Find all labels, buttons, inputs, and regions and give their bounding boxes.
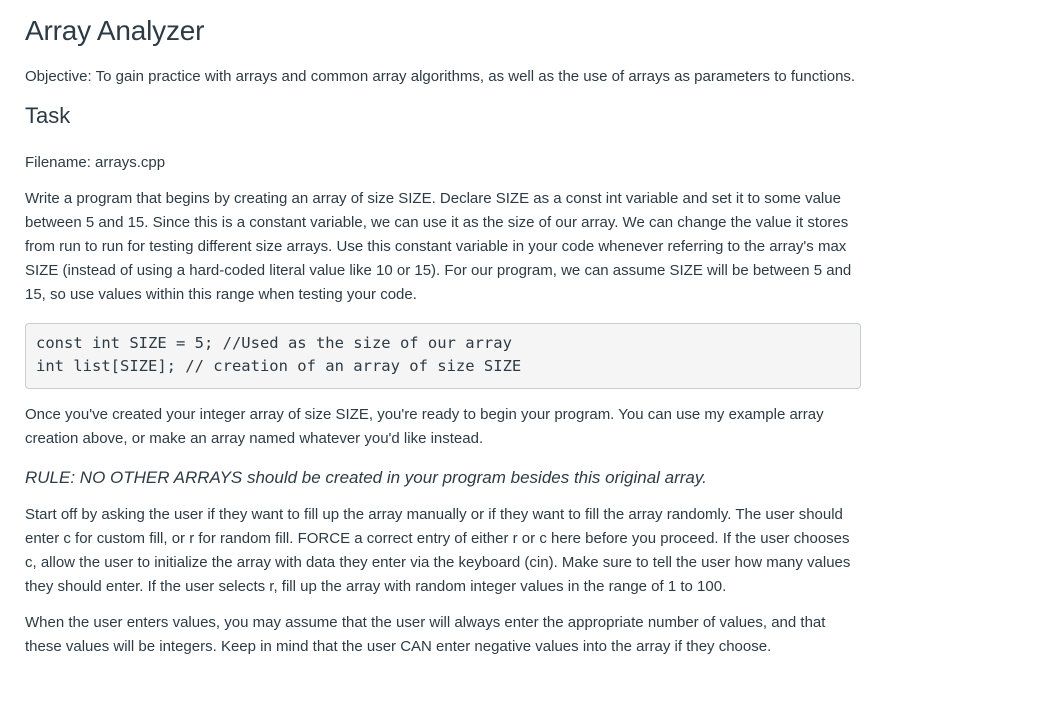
assignment-content [25, 0, 863, 659]
code-line-2: int list[SIZE]; // creation of an array of size SIZE [36, 357, 522, 375]
when-user-paragraph: When the user enters values, you may assume that the user will always enter the appropriate number of values, and that these values will be integers. Keep in mind that the user CAN enter negative values into the array if they choose. [25, 614, 826, 655]
code-line-1: const int SIZE = 5; //Used as the size of our array [36, 334, 512, 352]
code-block [25, 323, 861, 389]
rule-paragraph: RULE: NO OTHER ARRAYS should be created in your program besides this original array. [25, 468, 707, 487]
write-program-paragraph: Write a program that begins by creating an array of size SIZE. Declare SIZE as a const int variable and set it to some value between 5 and 15. Since this is a constant variable, we can use it as the size of our array. We can change the value it stores from run to run for testing different size arrays. Use this constant variable in your code whenever referring to the array's max SIZE (instead of using a hard-coded literal value like 10 or 15). For our program, we can assume SIZE will be between 5 and 15, so use values within this range when testing your code. [25, 190, 852, 303]
page-title: Array Analyzer [25, 15, 205, 46]
objective-paragraph: Objective: To gain practice with arrays and common array algorithms, as well as the use of arrays as parameters to functions. [25, 68, 856, 85]
start-off-paragraph: Start off by asking the user if they want to fill up the array manually or if they want to fill the array randomly. The user should enter c for custom fill, or r for random fill. FORCE a correct entry of either r or c here before you proceed. If the user chooses c, allow the user to initialize the array with data they enter via the keyboard (cin). Make sure to tell the user how many values they should enter. If the user selects r, fill up the array with random integer values in the range of 1 to 100. [25, 506, 851, 595]
task-heading: Task [25, 103, 71, 128]
filename-paragraph: Filename: arrays.cpp [25, 154, 166, 171]
once-created-paragraph: Once you've created your integer array of size SIZE, you're ready to begin your program. You can use my example array creation above, or make an array named whatever you'd like instead. [25, 406, 824, 447]
